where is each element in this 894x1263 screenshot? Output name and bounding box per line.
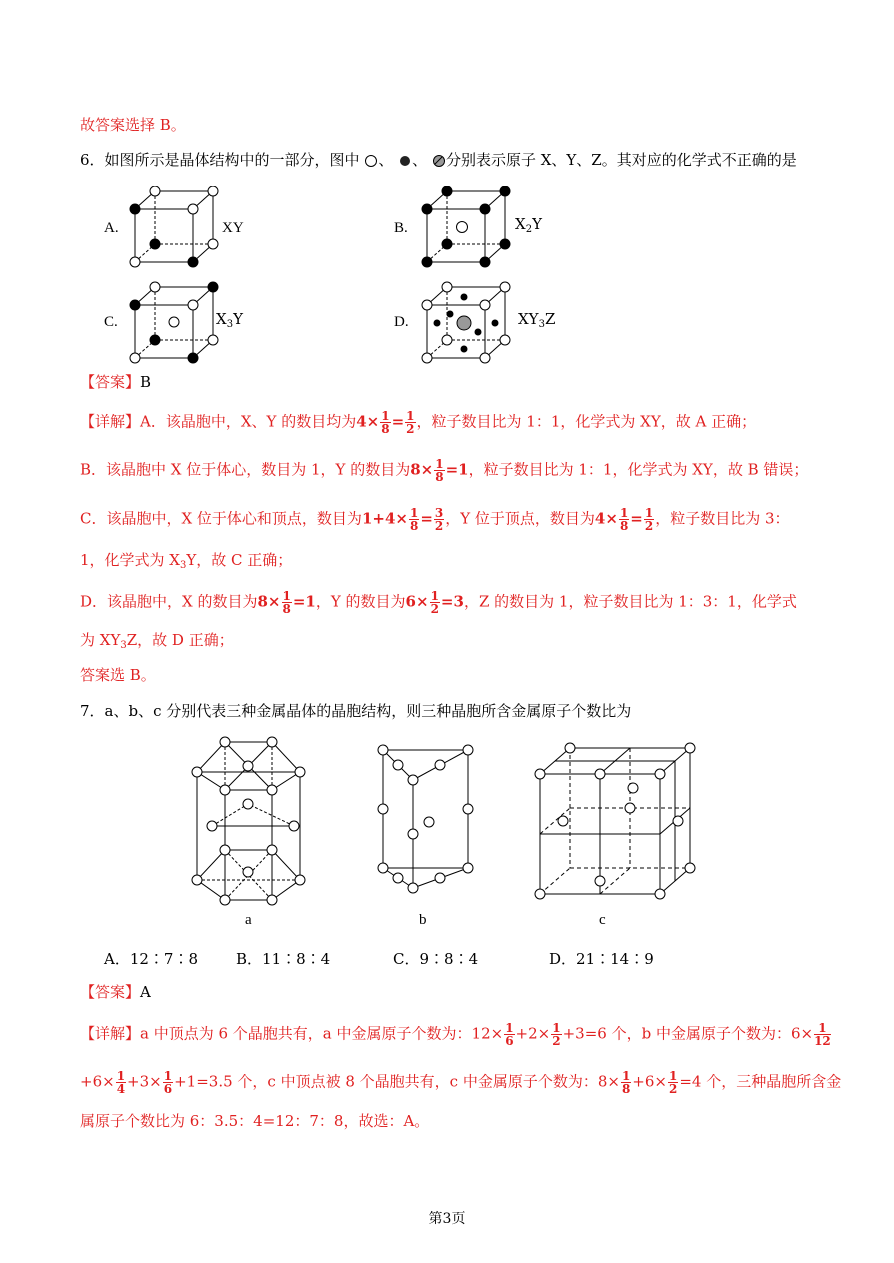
q7-figure-c-label: c [599,912,606,928]
q6-conclusion: 答案选 B。 [80,666,156,684]
q6-detail-line-5: D．该晶胞中，X 的数目为8× $\frac{1}{8}$ =1，Y 的数目为6× $\frac{1}{2}$ =3，Z 的数目为 1，粒子数目比为 1：3：1，化学式 [80,589,797,616]
q7-option-c: C．9∶8∶4 [393,950,479,968]
prev-answer: 故答案选择 B。 [80,116,186,134]
q7-figure-b [373,742,483,932]
q6-stem: 6．如图所示是晶体结构中的一部分，图中 、 、 分别表示原子 X、Y、Z。其对应的化学式不正确的是 [80,151,797,169]
q6-option-c-label: C. [104,314,118,330]
page-number: 第3页 [428,1211,466,1227]
q6-detail-line-1: 【详解】A．该晶胞中，X、Y 的数目均为4× $\frac{1}{8}$ = $\frac{1}{2}$ ，粒子数目比为 1：1，化学式为 XY，故 A 正确； [80,409,757,436]
q7-detail-line-3: 属原子个数比为 6：3.5：4=12：7：8，故选：A。 [80,1112,430,1130]
q7-figure-a [190,732,315,932]
q7-option-a: A．12∶7∶8 [104,950,199,968]
q6-option-c-formula: $X_3Y$ [216,310,243,330]
q6-option-a-formula: XY [222,220,244,236]
q6-detail-line-4: 1，化学式为 $X_3Y$，故 C 正确； [80,551,293,571]
q6-option-b-label: B. [394,220,408,236]
q6-options-figure-left [100,186,400,366]
q7-figure-c [533,742,705,932]
q6-option-a-label: A. [104,220,119,236]
q6-option-d-label: D. [394,314,409,330]
q6-option-d-formula: $XY_3Z$ [518,310,556,330]
q7-option-d: D．21∶14∶9 [549,950,654,968]
q7-figure-b-label: b [419,912,427,928]
x-atom-icon [364,154,378,168]
y-atom-icon [398,154,412,168]
q7-figure-a-label: a [245,912,252,928]
q7-stem: 7．a、b、c 分别代表三种金属晶体的晶胞结构，则三种晶胞所含金属原子个数比为 [80,702,632,720]
z-atom-icon [432,154,446,168]
q7-answer: 【答案】A [80,983,151,1001]
q7-detail-line-2: +6× $\frac{1}{4}$ +3× $\frac{1}{6}$ +1=3.5 个，c 中顶点被 8 个晶胞共有，c 中金属原子个数为：8× $\frac{1}{8}$ +6× $\frac{1}{2}$ =4 个，三种晶胞所含金 [80,1069,842,1096]
q6-option-b-formula: $X_2Y$ [515,215,542,235]
q7-option-b: B．11∶8∶4 [236,950,331,968]
q7-detail-line-1: 【详解】a 中顶点为 6 个晶胞共有，a 中金属原子个数为：12× $\frac{1}{6}$ +2× $\frac{1}{2}$ +3=6 个，b 中金属原子个数为：6× $\frac{1}{12}$ [80,1021,831,1048]
q6-detail-line-3: C．该晶胞中，X 位于体心和顶点，数目为1+4× $\frac{1}{8}$ = $\frac{3}{2}$ ，Y 位于顶点，数目为4× $\frac{1}{8}$ = $\frac{1}{2}$ ，粒子数目比为 3： [80,506,790,533]
q6-detail-line-6: 为 $XY_3Z$，故 D 正确； [80,631,234,651]
q6-detail-line-2: B．该晶胞中 X 位于体心，数目为 1，Y 的数目为8× $\frac{1}{8}$ =1，粒子数目比为 1：1，化学式为 XY，故 B 错误； [80,457,809,484]
q6-options-figure-right [390,186,690,366]
q6-answer: 【答案】B [80,373,152,391]
